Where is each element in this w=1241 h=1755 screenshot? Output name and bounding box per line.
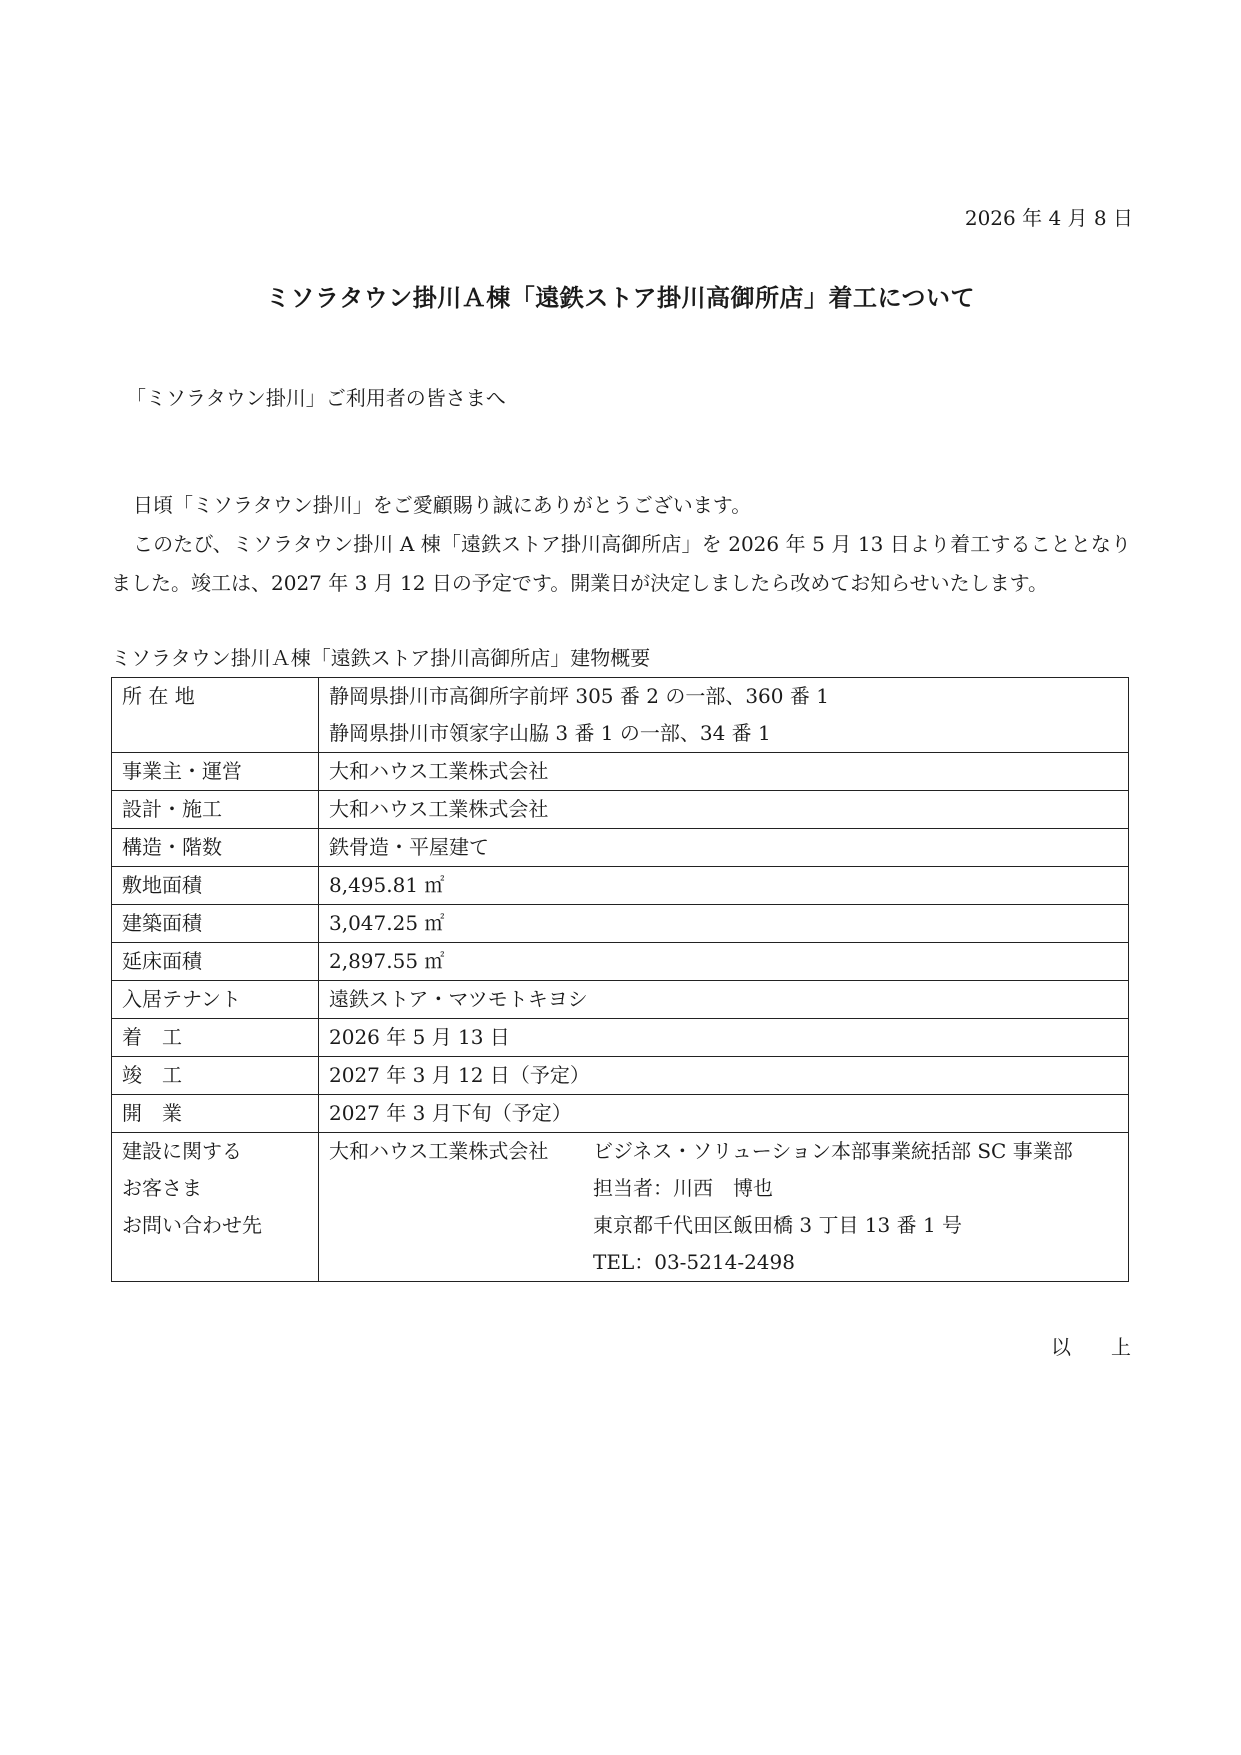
row-label: 構造・階数 bbox=[112, 829, 319, 867]
table-caption: ミソラタウン掛川Ａ棟「遠鉄ストア掛川高御所店」建物概要 bbox=[111, 646, 651, 670]
row-value: 2,897.55 ㎡ bbox=[319, 943, 1129, 981]
contact-label-line: お問い合わせ先 bbox=[122, 1213, 262, 1237]
contact-label bbox=[112, 1133, 319, 1282]
row-value: 2026 年 5 月 13 日 bbox=[319, 1019, 1129, 1057]
table-row bbox=[112, 867, 1129, 905]
table-row bbox=[112, 1057, 1129, 1095]
contact-value bbox=[319, 1133, 1129, 1282]
table-row bbox=[112, 943, 1129, 981]
table-row-contact bbox=[112, 1133, 1129, 1282]
row-value-line: 静岡県掛川市領家字山脇 3 番 1 の一部、34 番 1 bbox=[329, 721, 771, 745]
body-text bbox=[111, 486, 1131, 603]
table-row bbox=[112, 753, 1129, 791]
building-overview-table bbox=[111, 677, 1129, 1282]
row-value: 8,495.81 ㎡ bbox=[319, 867, 1129, 905]
body-paragraph: 日頃「ミソラタウン掛川」をご愛顧賜り誠にありがとうございます。 bbox=[133, 493, 752, 517]
addressee: 「ミソラタウン掛川」ご利用者の皆さまへ bbox=[126, 386, 506, 410]
table-row bbox=[112, 1019, 1129, 1057]
row-label: 入居テナント bbox=[112, 981, 319, 1019]
row-value: 大和ハウス工業株式会社 bbox=[319, 753, 1129, 791]
row-label: 敷地面積 bbox=[112, 867, 319, 905]
contact-department: ビジネス・ソリューション本部事業統括部 SC 事業部 bbox=[593, 1139, 1073, 1163]
contact-company: 大和ハウス工業株式会社 bbox=[329, 1139, 549, 1163]
table-row bbox=[112, 1095, 1129, 1133]
row-value-line: 静岡県掛川市高御所字前坪 305 番 2 の一部、360 番 1 bbox=[329, 684, 829, 708]
row-value: 遠鉄ストア・マツモトキヨシ bbox=[319, 981, 1129, 1019]
row-label: 設計・施工 bbox=[112, 791, 319, 829]
row-value: 2027 年 3 月 12 日（予定） bbox=[319, 1057, 1129, 1095]
row-label: 建築面積 bbox=[112, 905, 319, 943]
row-label: 所 在 地 bbox=[112, 678, 319, 753]
contact-phone: TEL：03-5214-2498 bbox=[593, 1250, 795, 1274]
contact-label-line: お客さま bbox=[122, 1176, 202, 1200]
document-date: 2026 年 4 月 8 日 bbox=[964, 206, 1133, 230]
body-paragraph: このたび、ミソラタウン掛川 A 棟「遠鉄ストア掛川高御所店」を 2026 年 5 月 13 日より着工することとなりました。竣工は、2027 年 3 月 12 日の予定です。開業日が決定しましたら改めてお知らせいたします。 bbox=[111, 532, 1131, 595]
table-row bbox=[112, 981, 1129, 1019]
contact-address: 東京都千代田区飯田橋 3 丁目 13 番 1 号 bbox=[593, 1213, 963, 1237]
row-value: 大和ハウス工業株式会社 bbox=[319, 791, 1129, 829]
table-row bbox=[112, 905, 1129, 943]
row-label: 事業主・運営 bbox=[112, 753, 319, 791]
row-value: 2027 年 3 月下旬（予定） bbox=[319, 1095, 1129, 1133]
table-row bbox=[112, 678, 1129, 753]
closing-mark: 以 上 bbox=[1051, 1335, 1131, 1359]
table-row bbox=[112, 791, 1129, 829]
row-value bbox=[319, 678, 1129, 753]
row-value: 3,047.25 ㎡ bbox=[319, 905, 1129, 943]
row-value: 鉄骨造・平屋建て bbox=[319, 829, 1129, 867]
row-label: 竣 工 bbox=[112, 1057, 319, 1095]
contact-person: 担当者：川西 博也 bbox=[593, 1176, 773, 1200]
contact-label-line: 建設に関する bbox=[122, 1139, 242, 1163]
table-row bbox=[112, 829, 1129, 867]
row-label: 開 業 bbox=[112, 1095, 319, 1133]
row-label: 着 工 bbox=[112, 1019, 319, 1057]
row-label: 延床面積 bbox=[112, 943, 319, 981]
document-title: ミソラタウン掛川Ａ棟「遠鉄ストア掛川高御所店」着工について bbox=[265, 284, 976, 312]
